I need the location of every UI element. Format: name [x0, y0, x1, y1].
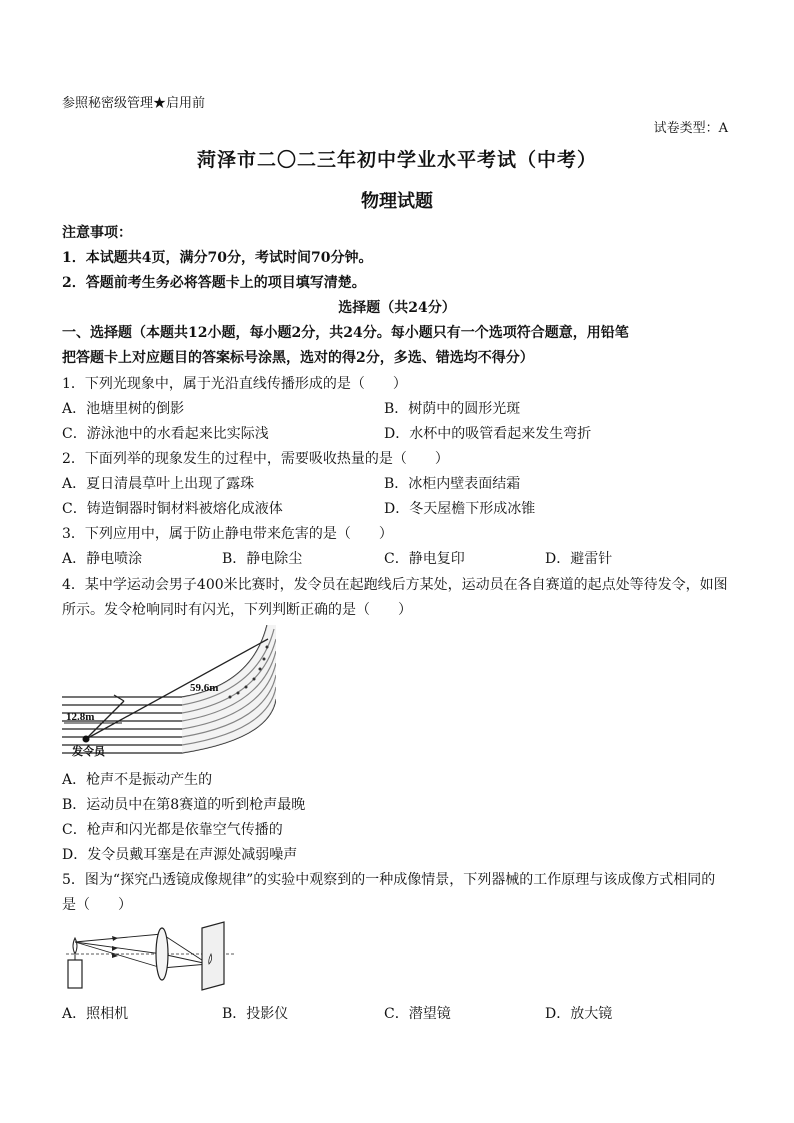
- q5-option-d: D．放大镜: [545, 1006, 613, 1022]
- q1-option-a: A．池塘里树的倒影: [62, 401, 185, 417]
- lens-imaging-figure: [62, 920, 238, 992]
- convex-lens-icon: [156, 928, 168, 980]
- q5-option-c: C．潜望镜: [384, 1006, 451, 1022]
- q1-option-b: B．树荫中的圆形光斑: [384, 401, 521, 417]
- exam-title: 菏泽市二〇二三年初中学业水平考试（中考）: [196, 149, 597, 171]
- q3-option-d: D．避雷针: [545, 551, 613, 567]
- note-item-1: 1．本试题共4页，满分70分，考试时间70分钟。: [62, 250, 373, 266]
- question-5-stem-line2: 是（ ）: [62, 897, 132, 913]
- q2-option-c: C．铸造铜器时铜材料被熔化成液体: [62, 501, 283, 517]
- paper-type-label: 试卷类型：A: [653, 121, 728, 136]
- q3-option-c: C．静电复印: [384, 551, 465, 567]
- notes-heading: 注意事项：: [62, 225, 132, 241]
- question-4-stem-line1: 4．某中学运动会男子400米比赛时，发令员在起跑线后方某处，运动员在各自赛道的起点处等待发令，如图: [62, 577, 728, 593]
- question-3-stem: 3．下列应用中，属于防止静电带来危害的是（ ）: [62, 526, 393, 542]
- q1-option-c: C．游泳池中的水看起来比实际浅: [62, 426, 269, 442]
- q4-option-b: B．运动员中在第8赛道的听到枪声最晚: [62, 797, 306, 813]
- question-5-stem-line1: 5．图为“探究凸透镜成像规律”的实验中观察到的一种成像情景，下列器械的工作原理与该成像方式相同的: [62, 872, 716, 888]
- near-distance-label: 12.8m: [66, 711, 95, 723]
- screen-icon: [202, 922, 224, 990]
- section-instruction-line1: 一、选择题（本题共12小题，每小题2分，共24分。每小题只有一个选项符合题意，用铅笔: [62, 325, 629, 341]
- q2-option-d: D．冬天屋檐下形成冰锥: [384, 501, 536, 517]
- q1-option-d: D．水杯中的吸管看起来发生弯折: [384, 426, 592, 442]
- q4-option-c: C．枪声和闪光都是依靠空气传播的: [62, 822, 283, 838]
- subject-title: 物理试题: [361, 191, 433, 212]
- far-distance-label: 59.6m: [190, 682, 219, 694]
- section-heading: 选择题（共24分）: [338, 300, 456, 316]
- running-track-figure: [62, 625, 276, 761]
- section-instruction-line2: 把答题卡上对应题目的答案标号涂黑，选对的得2分，多选、错选均不得分）: [62, 350, 534, 366]
- question-2-stem: 2．下面列举的现象发生的过程中，需要吸收热量的是（ ）: [62, 451, 449, 467]
- q2-option-b: B．冰柜内壁表面结霜: [384, 476, 521, 492]
- starter-dot: [83, 736, 90, 743]
- question-1-stem: 1．下列光现象中，属于光沿直线传播形成的是（ ）: [62, 376, 407, 392]
- q3-option-b: B．静电除尘: [222, 551, 303, 567]
- q2-option-a: A．夏日清晨草叶上出现了露珠: [62, 476, 255, 492]
- starter-label: 发令员: [72, 745, 105, 758]
- q3-option-a: A．静电喷涂: [62, 551, 143, 567]
- classification-note: 参照秘密级管理★启用前: [62, 96, 206, 111]
- q4-option-d: D．发令员戴耳塞是在声源处减弱噪声: [62, 847, 298, 863]
- q5-option-a: A．照相机: [62, 1006, 129, 1022]
- note-item-2: 2．答题前考生务必将答题卡上的项目填写清楚。: [62, 275, 366, 291]
- question-4-stem-line2: 所示。发令枪响同时有闪光，下列判断正确的是（ ）: [62, 602, 412, 618]
- q4-option-a: A．枪声不是振动产生的: [62, 772, 213, 788]
- q5-option-b: B．投影仪: [222, 1006, 289, 1022]
